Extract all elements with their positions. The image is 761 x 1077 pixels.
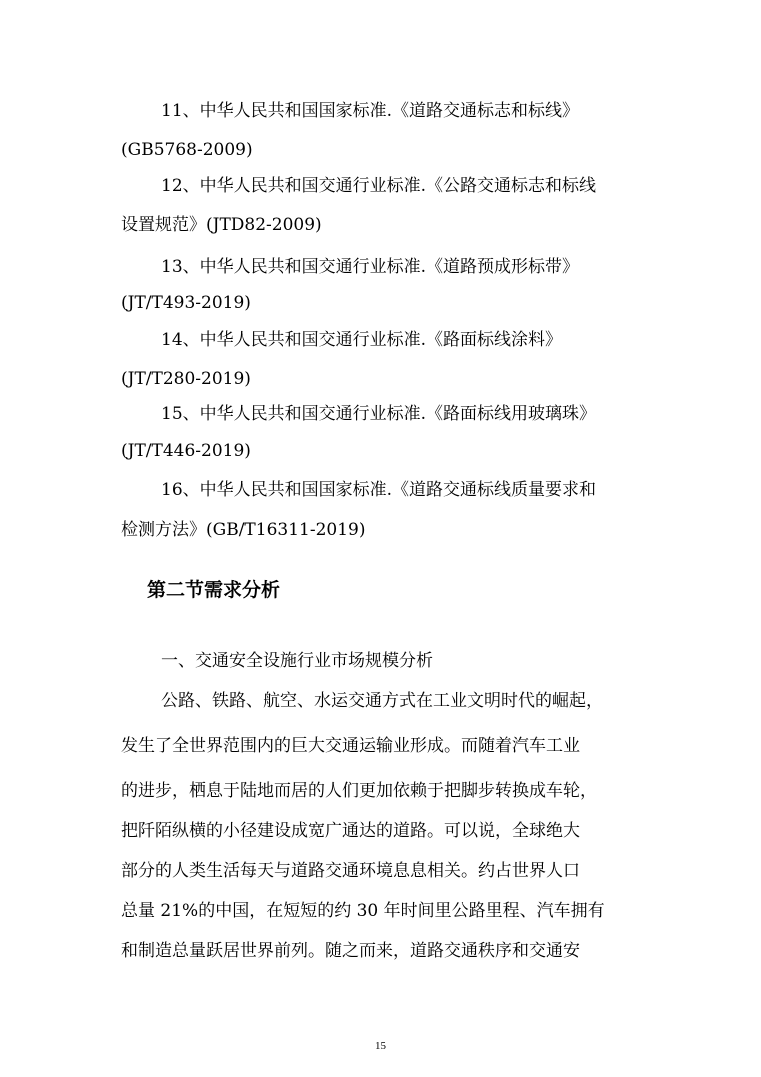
reference-15-line-1: 15、中华人民共和国交通行业标准.《路面标线用玻璃珠》 xyxy=(161,404,597,424)
paragraph-line-6: 总量 21%的中国，在短短的约 30 年时间里公路里程、汽车拥有 xyxy=(121,901,605,921)
section-heading: 第二节需求分析 xyxy=(147,579,281,601)
reference-13-line-2: (JT/T493-2019) xyxy=(121,293,251,313)
paragraph-line-3: 的进步，栖息于陆地而居的人们更加依赖于把脚步转换成车轮， xyxy=(121,781,597,801)
reference-14-line-2: (JT/T280-2019) xyxy=(121,369,251,389)
paragraph-line-5: 部分的人类生活每天与道路交通环境息息相关。约占世界人口 xyxy=(121,861,580,881)
reference-11-line-2: (GB5768-2009) xyxy=(121,140,253,160)
reference-12-line-1: 12、中华人民共和国交通行业标准.《公路交通标志和标线 xyxy=(161,176,597,196)
reference-13-line-1: 13、中华人民共和国交通行业标准.《道路预成形标带》 xyxy=(161,257,580,277)
paragraph-line-7: 和制造总量跃居世界前列。随之而来，道路交通秩序和交通安 xyxy=(121,941,580,961)
paragraph-line-4: 把阡陌纵横的小径建设成宽广通达的道路。可以说，全球绝大 xyxy=(121,821,580,841)
paragraph-line-2: 发生了全世界范围内的巨大交通运输业形成。而随着汽车工业 xyxy=(121,736,580,756)
reference-12-line-2: 设置规范》(JTD82-2009) xyxy=(121,215,322,235)
reference-16-line-2: 检测方法》(GB/T16311-2019) xyxy=(121,520,366,540)
page-number: 15 xyxy=(375,1040,386,1052)
subsection-heading: 一、交通安全设施行业市场规模分析 xyxy=(161,651,433,671)
reference-11-line-1: 11、中华人民共和国国家标准.《道路交通标志和标线》 xyxy=(161,101,580,121)
reference-15-line-2: (JT/T446-2019) xyxy=(121,441,251,461)
paragraph-line-1: 公路、铁路、航空、水运交通方式在工业文明时代的崛起， xyxy=(161,691,603,711)
reference-14-line-1: 14、中华人民共和国交通行业标准.《路面标线涂料》 xyxy=(161,330,563,350)
reference-16-line-1: 16、中华人民共和国国家标准.《道路交通标线质量要求和 xyxy=(161,480,597,500)
